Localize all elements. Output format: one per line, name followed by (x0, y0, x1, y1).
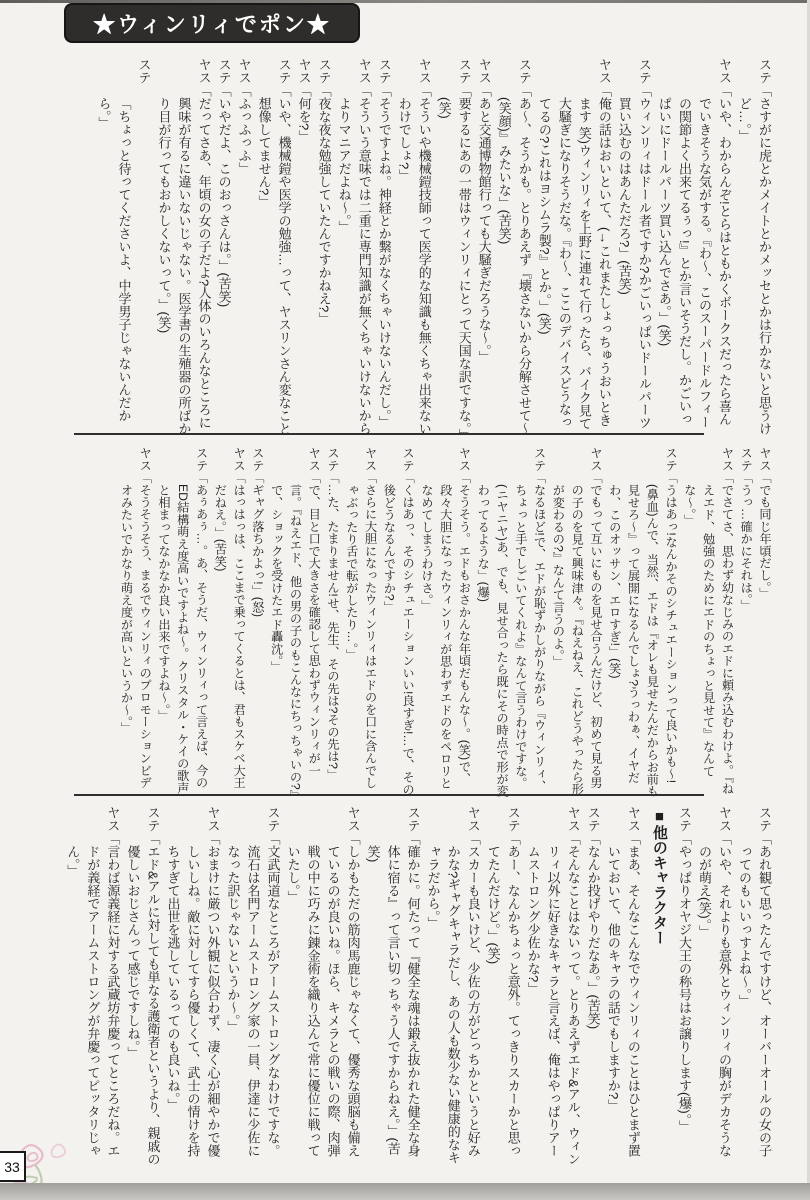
dialogue-text: 「なるほど!で、エドが恥ずかしがりながら『ウィンリィ、ちょっと手でしごいてくれよ』なんて言うわけですな。(ニヤニヤ)あ、でも、見せ合ったら既にその時点で形が変わってるような」(爆) (476, 471, 547, 797)
speaker-label: ステ (757, 58, 772, 84)
dialogue-entry (314, 58, 334, 436)
dialogue-text: 「そういう意味では二重に専門知識が無くちゃいけないからよりマニアだよね〜。」 (336, 84, 372, 435)
speaker-label: ステ (265, 806, 281, 832)
dialogue-entry (380, 447, 418, 797)
dialogue-text: 「ウィンリィはドール者ですか?かごいっぱいドールパーツ買い込むのはあんただろ?」(苦笑) (616, 84, 652, 430)
speaker-label: ステ (194, 447, 209, 472)
dialogue-entry (154, 58, 214, 436)
speaker-label: ステ (250, 447, 265, 472)
dialogue-entry (734, 806, 774, 1168)
dialogue-entry (534, 58, 614, 436)
speaker-label: ステ (376, 58, 392, 84)
dialogue-text: 「あぅあぅ…。あ、そうだ、ウィンリィって言えば、今のED結構萌え度高いですよね〜。クリスタル・ケイの歌声と相まってなかなか良い出来ですよね〜。」 (157, 471, 209, 794)
dialogue-entry (254, 58, 294, 436)
dialogue-entry (474, 447, 549, 797)
dialogue-text: 「俺の話はおいといて、(→これまたしょっちゅうおいときます 笑)ウィンリィを上野に連れて行ったら、バイク見て大騒ぎになりそうだな。『わ〜、ここのデバイスどうなってるの?これはヨシムラ製?』とか。」(笑) (536, 84, 612, 430)
dialogue-text: 「うはあっ!なんかそのシチュエーションって良いかも〜!(鼻血)んで、当然、エドは『オレも見せたんだからお前も見せろ〜』って展開になるんでしょ?うっわぁ、イヤだわ、このオッサン、エロすぎ!」(笑) (607, 471, 679, 797)
dialogue-entry (694, 806, 734, 1168)
dialogue-text: 「確かに。何たって『健全な魂は鍛え抜かれた健全な身体に宿る』って言い切っちゃう人ですからねえ。」(苦笑) (365, 832, 421, 1157)
dialogue-text: 「いや、機械鎧や医学の勉強…って、ヤスリンさん変なこと想像してません?」 (256, 84, 292, 435)
section-heading: ■他のキャラクター (650, 807, 668, 945)
dialogue-text: 「でもって互いにものを見せ合うんだけど、初めて見る男の子のを見て興味津々。『ねえねえ、これどうやったら形が変わるの?』なんて言うのよ。」 (551, 471, 603, 795)
dialogue-text: 「文武両道なところがアームストロングなわけですな。流石は名門アームストロング家の一員、伊達に少佐になった訳じゃないというか〜。」 (225, 832, 281, 1157)
dialogue-entry (294, 58, 314, 436)
dialogue-entry (417, 447, 473, 797)
dialogue-section-1 (60, 58, 774, 436)
speaker-label: ヤス (476, 58, 492, 84)
speaker-label: ヤス (596, 58, 612, 84)
dialogue-entry (736, 447, 755, 797)
dialogue-entry (248, 447, 267, 797)
speaker-label: ヤス (716, 806, 732, 832)
dialogue-entry (434, 58, 474, 436)
dialogue-entry (62, 806, 122, 1168)
page-title: ★ウィンリィでポン★ (93, 11, 331, 37)
speaker-label: ステ (456, 58, 472, 84)
speaker-label: ステ (316, 58, 332, 84)
dialogue-entry (755, 447, 774, 797)
speaker-label: ステ (505, 806, 521, 832)
section-divider (74, 433, 704, 435)
dialogue-entry (474, 58, 494, 436)
dialogue-text: 「うっ…確かにそれは。」 (739, 471, 754, 612)
page-number: 33 (4, 1158, 20, 1175)
speaker-label: ヤス (205, 806, 221, 832)
dialogue-text: 「いや、それよりも意外とウィンリィの胸がデカそうなのが萌え(笑)。」 (696, 832, 732, 1157)
speaker-label: ヤス (758, 447, 772, 472)
dialogue-text: 「何を?」 (296, 84, 312, 144)
speaker-label: ヤス (625, 806, 641, 832)
speaker-label: ステ (585, 806, 601, 832)
dialogue-text: 「あれ観て思ったんですけど、オーバーオールの女の子ってのもいいっすよね〜。」 (736, 832, 772, 1157)
dialogue-text: 「で、目と口で大きさを確認して思わずウィンリィが一言。『ねえエド、他の男の子のもこんなにちっちゃいの?』で、ショックを受けたエド轟沈。」 (269, 471, 322, 796)
dialogue-entry (614, 58, 654, 436)
dialogue-section-3 (60, 806, 774, 1168)
dialogue-entry (283, 806, 363, 1168)
dialogue-text: 「そうそう。エドもおさかんな年頃だもんな〜。(笑)で、段々大胆になったウィンリィが思わずエドのをペロリとなめてしまうわけさ。」 (419, 471, 472, 789)
dialogue-entry (214, 58, 234, 436)
speaker-label: ステ (145, 806, 161, 832)
speaker-label: ステ (326, 447, 341, 472)
dialogue-text: 「ギャグ落ちかよっ!」(怒) (250, 471, 265, 618)
speaker-label: ステ (216, 58, 232, 84)
speaker-label: ヤス (296, 58, 312, 84)
dialogue-text: 「いやだよ、このおっさんは。」(苦笑) (216, 84, 232, 308)
page-number-box (0, 1151, 26, 1182)
speaker-label: ステ (676, 806, 692, 832)
speaker-label: ステ (405, 806, 421, 832)
speaker-label: ステ (136, 58, 152, 84)
speaker-label: ヤス (416, 58, 432, 84)
dialogue-text: 「スカーも良いけど、少佐の方がどっちかというと好みかな?ギャグキャラだし、あの人も数少ない健康的なキャラだから。」 (425, 832, 481, 1165)
dialogue-entry (423, 806, 483, 1168)
dialogue-entry (494, 58, 534, 436)
dialogue-entry (734, 58, 774, 436)
speaker-label: ステ (516, 58, 532, 84)
dialogue-text: 「そういや機械鎧技師って医学的な知識も無くちゃ出来ないわけでしょ?」 (396, 84, 432, 435)
speaker-label: ヤス (196, 58, 212, 84)
dialogue-entry (394, 58, 434, 436)
dialogue-text: 「ちょっと待ってくださいよ、中学男子じゃないんだから。」 (96, 97, 132, 422)
dialogue-text: 「夜な夜な勉強していたんですかねえ?」 (316, 84, 332, 326)
dialogue-text: 「くはあっ、そのシチュエーションいい!良すぎ!…で、その後どうなるんですか?」 (382, 471, 416, 796)
speaker-label: ステ (739, 447, 754, 472)
dialogue-entry (654, 58, 734, 436)
dialogue-entry (680, 447, 736, 797)
speaker-label: ヤス (356, 58, 372, 84)
dialogue-text: 「まあ、そんなこんなでウィンリィのことはひとまず置いておいて、他のキャラの話でもしますか?」 (605, 832, 641, 1157)
dialogue-text: 「なんか投げやりだなあ。」(苦笑) (585, 832, 601, 1030)
dialogue-text: 「そうですよね。神経とか繋がなくちゃいけないんだし。」 (376, 84, 392, 429)
dialogue-entry (334, 58, 374, 436)
speaker-label: ヤス (236, 58, 252, 84)
dialogue-section-2 (60, 447, 774, 797)
dialogue-entry (363, 806, 423, 1168)
dialogue-entry (234, 58, 254, 436)
speaker-label: ヤス (720, 447, 735, 472)
speaker-label: ヤス (232, 447, 247, 472)
dialogue-entry (549, 447, 605, 797)
speaker-label: ヤス (457, 447, 472, 472)
speaker-label: ステ (532, 447, 547, 472)
dialogue-entry (603, 806, 643, 1168)
dialogue-text: 「あ〜、そうかも。とりあえず『壊さないから分解させて〜(笑顔)』みたいな」(苦笑) (496, 84, 532, 435)
dialogue-text: 「そうそうそう、まるでウィンリィのプロモーションビデオみたいでかなり萌え度が高いというか〜。」 (119, 471, 153, 789)
speaker-label: ステ (664, 447, 679, 472)
dialogue-entry (211, 447, 249, 797)
dialogue-text: 「エド&アルに対しても単なる護衛者というより、親戚の優しいおじさんって感じですしね。」 (125, 832, 161, 1166)
speaker-label: ヤス (345, 806, 361, 832)
dialogue-entry (323, 447, 342, 797)
dialogue-text: 「言わば源義経に対する武蔵坊弁慶ってところだね。エドが義経でアームストロングが弁慶ってピッタリじゃん。」 (65, 832, 121, 1157)
speaker-label: ステ (401, 447, 416, 472)
dialogue-entry (223, 806, 283, 1168)
dialogue-text: 「さらに大胆になったウィンリィはエドのを口に含んでしゃぶったり舌で転がしたり…。」 (344, 471, 378, 789)
dialogue-text: 「ふっふっふ」 (236, 84, 252, 175)
dialogue-text: 「しかもただの筋肉馬鹿じゃなくて、優秀な頭脳も備えているのが良いね。ほら、キメラとの戦いの際、肉弾戦の中に巧みに錬金術を織り込んで常に優位に戦っていたし。」 (285, 832, 361, 1157)
dialogue-entry (483, 806, 523, 1168)
dialogue-entry (162, 806, 222, 1168)
speaker-label: ステ (636, 58, 652, 84)
speaker-label: ヤス (307, 447, 322, 472)
speaker-label: ヤス (716, 58, 732, 84)
dialogue-text: 「…た、たまりません!せ、先生、その先は?その先は?」 (326, 471, 341, 782)
dialogue-entry (583, 806, 603, 1168)
dialogue-text: 「あと交通博物館行っても大騒ぎだろうな〜。」 (476, 84, 492, 364)
speaker-label: ヤス (105, 806, 121, 832)
dialogue-text: 「要するにあの一帯はウィンリィにとって天国な訳ですな。」(笑) (436, 84, 472, 435)
dialogue-entry (93, 58, 153, 436)
speaker-label: ヤス (565, 806, 581, 832)
dialogue-entry (267, 447, 323, 797)
dialogue-text: 「はっはっは、ここまで乗ってくるとは、君もスケベ大王だねえ。」(苦笑) (213, 471, 247, 789)
dialogue-text: 「おまけに厳つい外観に似合わず、凄く心が細やかで優しいしね。敵に対してすら優しくて、武士の情けを持ちすぎて出世を逃しているってのも良いね。」 (165, 832, 221, 1157)
dialogue-entry (154, 447, 210, 797)
dialogue-text: 「でさてさ、思わず幼なじみのエドに頼み込むわけよ。『ねえエド、勉強のためにエドのちょっと見せて』なんてな〜。」 (682, 471, 735, 795)
speaker-label: ヤス (363, 447, 378, 472)
speaker-label: ヤス (588, 447, 603, 472)
dialogue-entry (117, 447, 155, 797)
section-divider (74, 794, 704, 796)
speaker-label: ヤス (465, 806, 481, 832)
speaker-label: ステ (276, 58, 292, 84)
page-title-banner (64, 3, 360, 43)
dialogue-entry (674, 806, 694, 1168)
dialogue-text: 「あー、なんかちょっと意外。てっきりスカーかと思ってたんだけど。」(笑) (485, 832, 521, 1157)
dialogue-entry (374, 58, 394, 436)
dialogue-text: 「でも同じ年頃だし。」 (758, 471, 772, 600)
dialogue-text: 「だってさあ、年頃の女の子だよ?人体のいろんなところに興味が有るに違いないじゃない。医学書の生殖器の所ばかり目が行ってもおかしくないって。」(笑) (156, 84, 212, 435)
scan-bottom-edge (0, 1183, 810, 1200)
dialogue-text: 「いや、わからんぞ!とらはともかくボークスだったら喜んでいきそうな気がする。『わ〜、このスーパードルフィーの関節よく出来てるぅっ!』とか言いそうだし。かごいっぱいにドールパーツ買い込んでさあ。」(笑) (656, 84, 732, 429)
dialogue-entry (605, 447, 680, 797)
dialogue-text: 「そんなことはないって。とりあえずエド&アル、ウィンリィ以外に好きなキャラと言えば、俺はやっぱりアームストロング少佐かな?」 (525, 832, 581, 1166)
speaker-label: ヤス (138, 447, 153, 472)
dialogue-text: 「やっぱりオヤジ大王の称号はお譲りします(爆)。」 (676, 832, 692, 1134)
dialogue-entry (122, 806, 162, 1168)
speaker-label: ステ (757, 806, 772, 832)
dialogue-entry (523, 806, 583, 1168)
dialogue-text: 「さすがに虎とかメイトとかメッセとかは行かないと思うけど…。」 (736, 84, 772, 435)
dialogue-entry (342, 447, 380, 797)
